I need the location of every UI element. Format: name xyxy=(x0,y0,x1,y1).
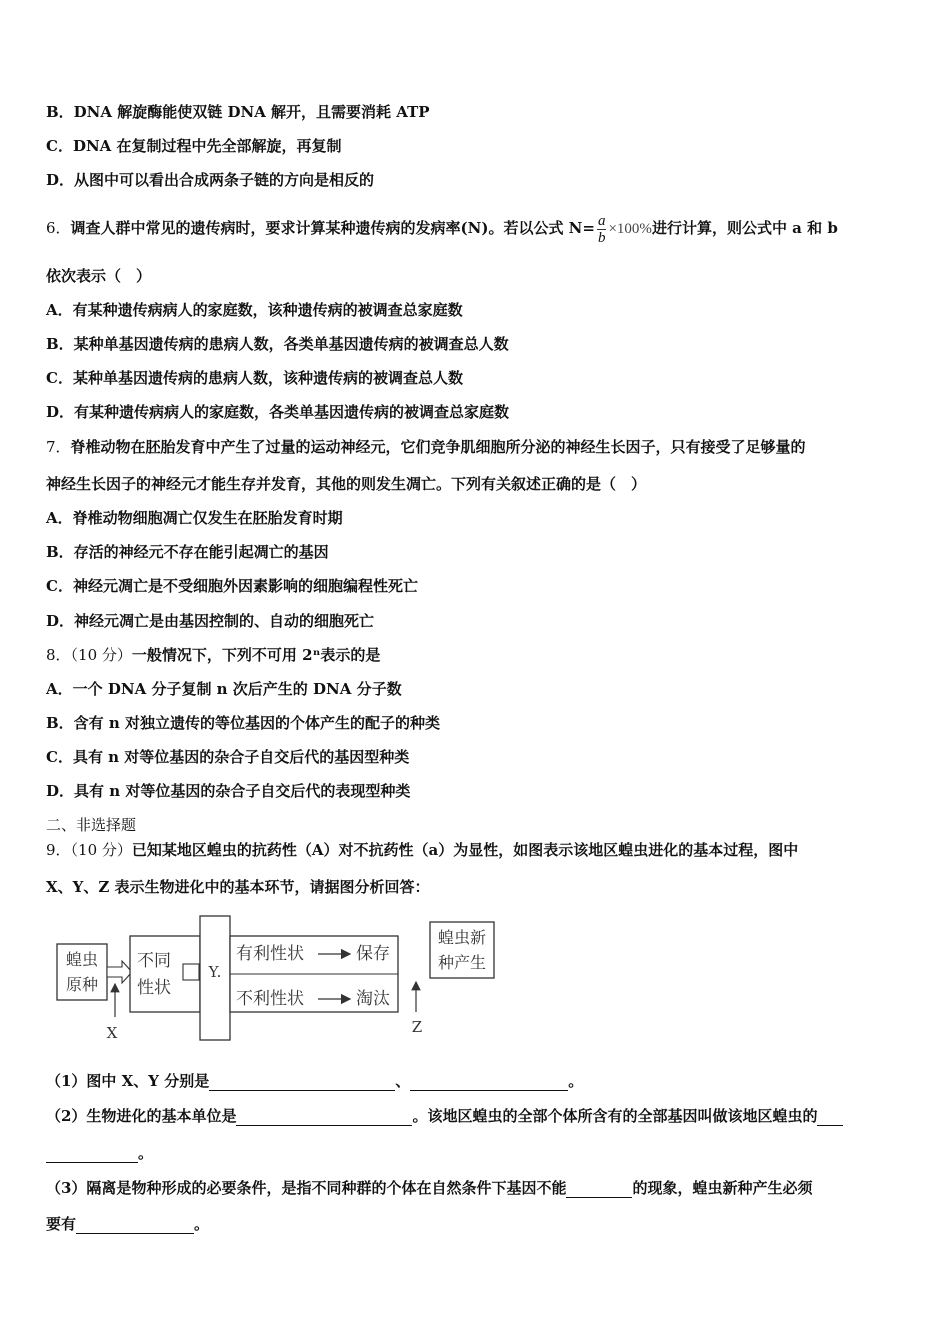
q6-option-d: D．有某种遗传病病人的家庭数，各类单基因遗传病的被调查总家庭数 xyxy=(46,403,510,421)
q9-sub1-text: （1）图中 X、Y 分别是 xyxy=(46,1072,210,1090)
q9-sub3-text3: 要有 xyxy=(46,1215,77,1233)
q8-option-c: C．具有 n 对等位基因的杂合子自交后代的基因型种类 xyxy=(46,748,410,766)
q9-sub3-cont xyxy=(46,1214,209,1234)
q9-sub1 xyxy=(46,1071,583,1091)
y-label: Y. xyxy=(208,963,222,981)
q9-number: 9．（10 分） xyxy=(46,841,132,859)
q6-number: 6． xyxy=(46,219,71,237)
q6-stem-line2: 依次表示（ ） xyxy=(46,267,152,285)
q6-stem-part1: 调查人群中常见的遗传病时，要求计算某种遗传病的发病率(N)。若以公式 N= xyxy=(70,219,595,237)
q9-sub3 xyxy=(46,1178,812,1198)
keep-text: 保存 xyxy=(356,944,390,964)
bad-trait-text: 不利性状 xyxy=(236,989,304,1009)
q9-sub1-end: 。 xyxy=(568,1072,584,1090)
q6-option-b: B．某种单基因遗传病的患病人数，各类单基因遗传病的被调查总人数 xyxy=(46,335,509,353)
z-label: Z xyxy=(411,1018,423,1036)
q6-times-100: ×100% xyxy=(608,221,652,237)
q8-option-d: D．具有 n 对等位基因的杂合子自交后代的表现型种类 xyxy=(46,782,411,800)
box2-line1: 不同 xyxy=(137,951,171,971)
q9-sub2-blank-unit[interactable] xyxy=(236,1109,412,1126)
good-trait-text: 有利性状 xyxy=(236,944,304,964)
q9-sub1-sep: 、 xyxy=(395,1072,411,1090)
q9-stem-part1: 已知某地区蝗虫的抗药性（A）对不抗药性（a）为显性，如图表示该地区蝗虫进化的基本过程，图中 xyxy=(131,841,799,859)
q9-sub3-text2: 的现象，蝗虫新种产生必须 xyxy=(632,1179,813,1197)
q8-number: 8．（10 分） xyxy=(46,646,132,664)
eliminate-text: 淘汰 xyxy=(356,989,390,1009)
new-species-line1: 蝗虫新 xyxy=(437,928,487,947)
box1-line1: 蝗虫 xyxy=(65,950,99,969)
q6-stem-part2: 进行计算，则公式中 a 和 b xyxy=(651,219,838,237)
evolution-diagram xyxy=(50,914,510,1044)
q9-sub1-blank-x[interactable] xyxy=(209,1074,395,1091)
q9-sub2-blank-pool-a[interactable] xyxy=(817,1109,843,1126)
q6-fraction xyxy=(597,213,607,246)
q7-option-d: D．神经元凋亡是由基因控制的、自动的细胞死亡 xyxy=(46,612,375,630)
q7-stem-line2: 神经生长因子的神经元才能生存并发育，其他的则发生凋亡。下列有关叙述正确的是（ ） xyxy=(46,475,647,493)
q7-number: 7． xyxy=(46,438,71,456)
q9-sub2-end: 。 xyxy=(138,1144,154,1162)
q5-option-d: D．从图中可以看出合成两条子链的方向是相反的 xyxy=(46,171,375,189)
q5-option-c: C．DNA 在复制过程中先全部解旋，再复制 xyxy=(46,137,342,155)
box2-line2: 性状 xyxy=(137,978,171,998)
q7-stem-part1: 脊椎动物在胚胎发育中产生了过量的运动神经元，它们竞争肌细胞所分泌的神经生长因子，只有接受了足够量的 xyxy=(70,438,806,456)
q9-sub2 xyxy=(46,1106,843,1126)
q6-fraction-numerator: a xyxy=(597,212,606,229)
box1-line2: 原种 xyxy=(65,975,99,994)
q8-option-a: A．一个 DNA 分子复制 n 次后产生的 DNA 分子数 xyxy=(46,680,402,698)
q9-sub3-text: （3）隔离是物种形成的必要条件，是指不同种群的个体在自然条件下基因不能 xyxy=(46,1179,567,1197)
q9-sub2-blank-pool-b[interactable] xyxy=(46,1146,138,1163)
q9-stem-line2: X、Y、Z 表示生物进化中的基本环节，请据图分析回答： xyxy=(46,878,430,896)
q8-stem-text: 一般情况下，下列不可用 2ⁿ表示的是 xyxy=(131,646,381,664)
q9-sub3-blank-exchange[interactable] xyxy=(566,1181,632,1198)
q7-option-a: A．脊椎动物细胞凋亡仅发生在胚胎发育时期 xyxy=(46,509,343,527)
q5-option-b: B．DNA 解旋酶能使双链 DNA 解开，且需要消耗 ATP xyxy=(46,103,430,121)
q9-sub2-text: （2）生物进化的基本单位是 xyxy=(46,1107,237,1125)
q8-stem xyxy=(46,645,380,665)
q7-option-b: B．存活的神经元不存在能引起凋亡的基因 xyxy=(46,543,329,561)
q9-sub2-cont xyxy=(46,1143,153,1163)
small-square-icon xyxy=(183,964,199,980)
q8-option-b: B．含有 n 对独立遗传的等位基因的个体产生的配子的种类 xyxy=(46,714,441,732)
q6-stem xyxy=(46,212,838,246)
q9-sub1-blank-y[interactable] xyxy=(410,1074,568,1091)
new-species-line2: 种产生 xyxy=(437,953,487,972)
q9-sub3-blank-isolation[interactable] xyxy=(76,1217,194,1234)
q6-option-a: A．有某种遗传病病人的家庭数，该种遗传病的被调查总家庭数 xyxy=(46,301,463,319)
q7-stem xyxy=(46,437,806,457)
q7-option-c: C．神经元凋亡是不受细胞外因素影响的细胞编程性死亡 xyxy=(46,577,418,595)
q9-sub3-end: 。 xyxy=(194,1215,210,1233)
q6-fraction-denominator: b xyxy=(597,229,606,246)
x-label: X xyxy=(106,1024,118,1042)
hollow-arrow-icon xyxy=(107,961,132,983)
q9-sub2-text2: 。该地区蝗虫的全部个体所含有的全部基因叫做该地区蝗虫的 xyxy=(412,1107,818,1125)
section-title: 二、非选择题 xyxy=(46,816,137,834)
q6-option-c: C．某种单基因遗传病的患病人数，该种遗传病的被调查总人数 xyxy=(46,369,463,387)
q9-stem xyxy=(46,840,798,860)
